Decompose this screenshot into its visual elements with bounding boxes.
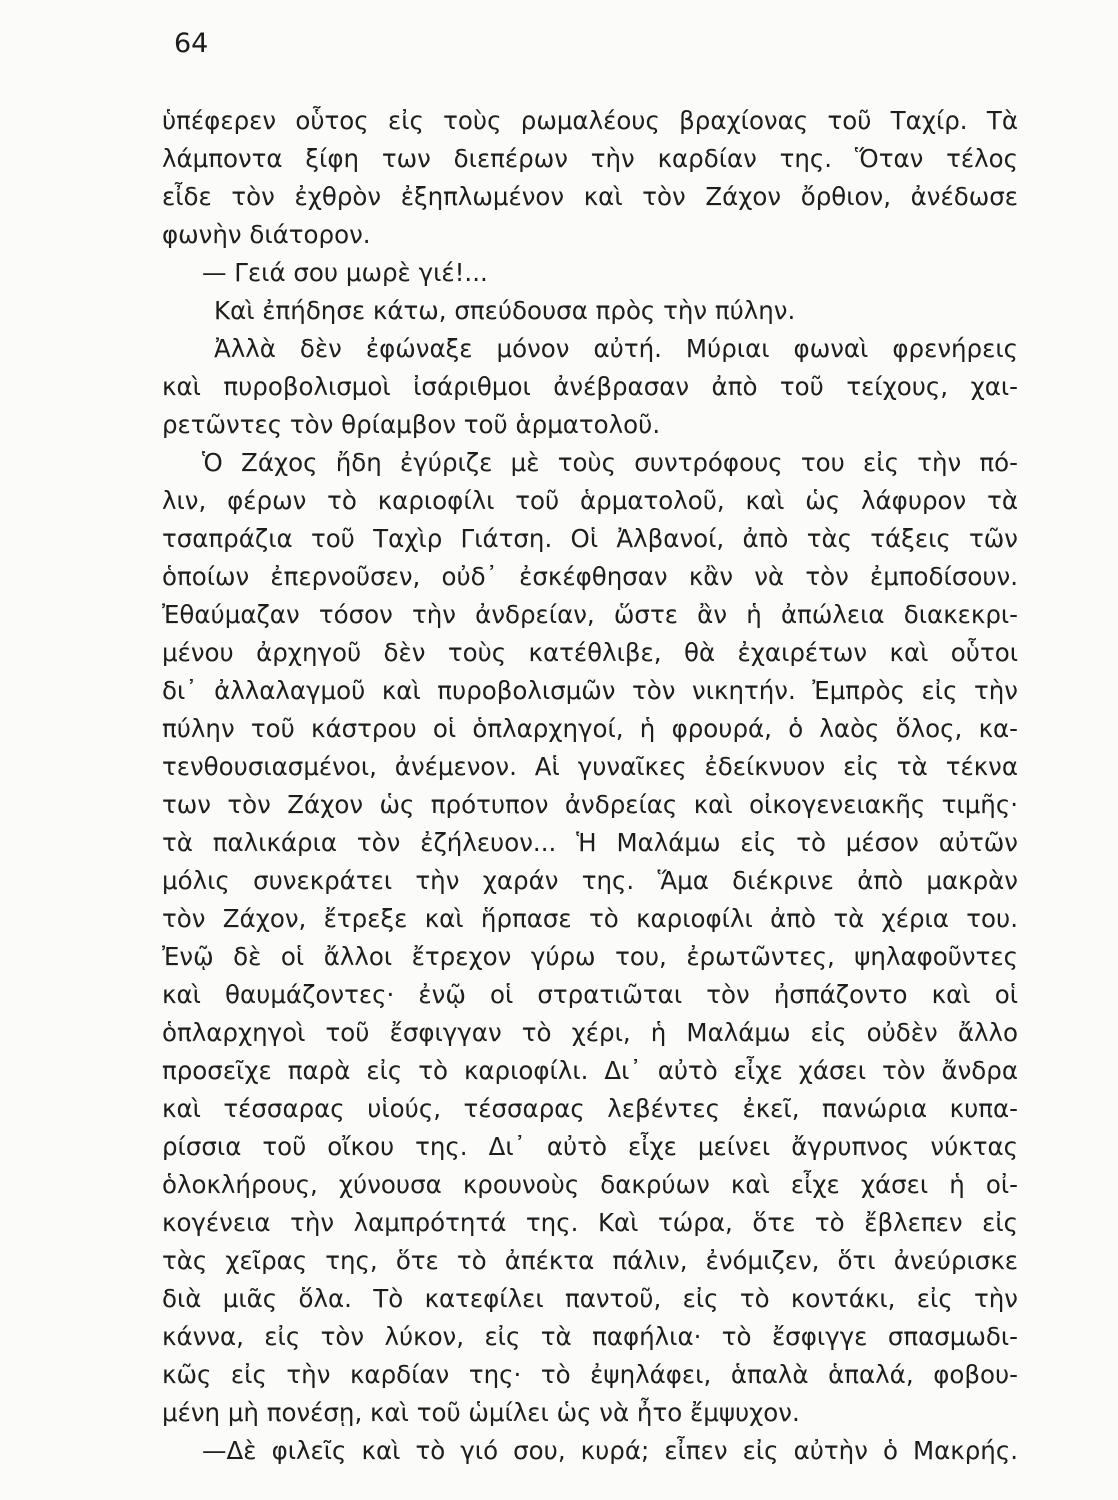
text-line: Ὁ Ζάχος ἤδη ἐγύριζε μὲ τοὺς συντρόφους του εἰς τὴν πό- [202, 448, 1018, 477]
text-line: ὑπέφερεν οὗτος εἰς τοὺς ρωμαλέους βραχίονας τοῦ Ταχίρ. Τὰ [162, 106, 1018, 135]
text-line: δι᾽ ἀλλαλαγμοῦ καὶ πυροβολισμῶν τὸν νικητήν. Ἐμπρὸς εἰς τὴν [162, 676, 1018, 705]
text-line: μόλις συνεκράτει τὴν χαράν της. Ἅμα διέκρινε ἀπὸ μακρὰν [162, 866, 1018, 895]
text-line: καὶ θαυμάζοντες· ἐνῷ οἱ στρατιῶται τὸν ἠσπάζοντο καὶ οἱ [162, 980, 1018, 1009]
text-line: κῶς εἰς τὴν καρδίαν της· τὸ ἐψηλάφει, ἁπαλὰ ἁπαλά, φοβου- [162, 1360, 1018, 1389]
text-line: μένου ἀρχηγοῦ δὲν τοὺς κατέθλιβε, θὰ ἐχαιρέτων καὶ οὗτοι [162, 638, 1018, 667]
text-line: Ἀλλὰ δὲν ἐφώναξε μόνον αὐτή. Μύριαι φωναὶ φρενήρεις [214, 334, 1018, 363]
text-line: ρίσσια τοῦ οἴκου της. Δι᾽ αὐτὸ εἶχε μείνει ἄγρυπνος νύκτας [162, 1132, 1018, 1161]
text-line: κάννα, εἰς τὸν λύκον, εἰς τὰ παφήλια· τὸ ἔσφιγγε σπασμωδι- [162, 1322, 1018, 1351]
text-line: ὁλοκλήρους, χύνουσα κρουνοὺς δακρύων καὶ εἶχε χάσει ἡ οἰ- [162, 1170, 1018, 1199]
text-line: κογένεια τὴν λαμπρότητά της. Καὶ τώρα, ὅτε τὸ ἔβλεπεν εἰς [162, 1208, 1018, 1237]
body-text [162, 102, 1018, 1470]
text-line: —Δὲ φιλεῖς καὶ τὸ γιό σου, κυρά; εἶπεν εἰς αὐτὴν ὁ Μακρής. [202, 1436, 1018, 1465]
text-line: λάμποντα ξίφη των διεπέρων τὴν καρδίαν της. Ὅταν τέλος [162, 144, 1018, 173]
text-line: τὸν Ζάχον, ἔτρεξε καὶ ἥρπασε τὸ καριοφίλι ἀπὸ τὰ χέρια του. [162, 904, 1018, 933]
text-line: μένη μὴ πονέσῃ, καὶ τοῦ ὡμίλει ὡς νὰ ἦτο ἔμψυχον. [162, 1398, 800, 1427]
text-line: διὰ μιᾶς ὅλα. Τὸ κατεφίλει παντοῦ, εἰς τὸ κοντάκι, εἰς τὴν [162, 1284, 1018, 1313]
text-line: ὁπλαρχηγοὶ τοῦ ἔσφιγγαν τὸ χέρι, ἡ Μαλάμω εἰς οὐδὲν ἄλλο [162, 1018, 1018, 1047]
text-line: τὰς χεῖρας της, ὅτε τὸ ἀπέκτα πάλιν, ἐνόμιζεν, ὅτι ἀνεύρισκε [162, 1246, 1018, 1275]
text-line: τενθουσιασμένοι, ἀνέμενον. Αἱ γυναῖκες ἐδείκνυον εἰς τὰ τέκνα [162, 752, 1018, 781]
text-line: πύλην τοῦ κάστρου οἱ ὁπλαρχηγοί, ἡ φρουρά, ὁ λαὸς ὅλος, κα- [162, 714, 1018, 743]
page-number: 64 [174, 28, 209, 59]
text-line: Ἐθαύμαζαν τόσον τὴν ἀνδρείαν, ὥστε ἂν ἡ ἀπώλεια διακεκρι- [162, 600, 1018, 629]
text-line: τὰ παλικάρια τὸν ἐζήλευον... Ἡ Μαλάμω εἰς τὸ μέσον αὐτῶν [162, 828, 1018, 857]
text-line: τσαπράζια τοῦ Ταχὶρ Γιάτση. Οἱ Ἀλβανοί, ἀπὸ τὰς τάξεις τῶν [162, 524, 1018, 553]
text-line: φωνὴν διάτορον. [162, 220, 371, 249]
text-line: εἶδε τὸν ἐχθρὸν ἐξηπλωμένον καὶ τὸν Ζάχον ὄρθιον, ἀνέδωσε [162, 182, 1018, 211]
text-line: καὶ τέσσαρας υἱούς, τέσσαρας λεβέντες ἐκεῖ, πανώρια κυπα- [162, 1094, 1018, 1123]
text-line: ὁποίων ἐπερνοῦσεν, οὐδ᾽ ἐσκέφθησαν κἂν νὰ τὸν ἐμποδίσουν. [162, 562, 1018, 591]
text-line: Καὶ ἐπήδησε κάτω, σπεύδουσα πρὸς τὴν πύλην. [214, 296, 796, 325]
text-line: καὶ πυροβολισμοὶ ἰσάριθμοι ἀνέβρασαν ἀπὸ τοῦ τείχους, χαι- [162, 372, 1018, 401]
text-line: ρετῶντες τὸν θρίαμβον τοῦ ἁρματολοῦ. [162, 410, 661, 439]
text-line: — Γειά σου μωρὲ γιέ!... [202, 258, 488, 287]
text-line: Ἐνῷ δὲ οἱ ἄλλοι ἔτρεχον γύρω του, ἐρωτῶντες, ψηλαφοῦντες [162, 942, 1018, 971]
text-line: λιν, φέρων τὸ καριοφίλι τοῦ ἁρματολοῦ, καὶ ὡς λάφυρον τὰ [162, 486, 1018, 515]
text-line: των τὸν Ζάχον ὡς πρότυπον ἀνδρείας καὶ οἰκογενειακῆς τιμῆς· [162, 790, 1018, 819]
text-line: προσεῖχε παρὰ εἰς τὸ καριοφίλι. Δι᾽ αὐτὸ εἶχε χάσει τὸν ἄνδρα [162, 1056, 1018, 1085]
